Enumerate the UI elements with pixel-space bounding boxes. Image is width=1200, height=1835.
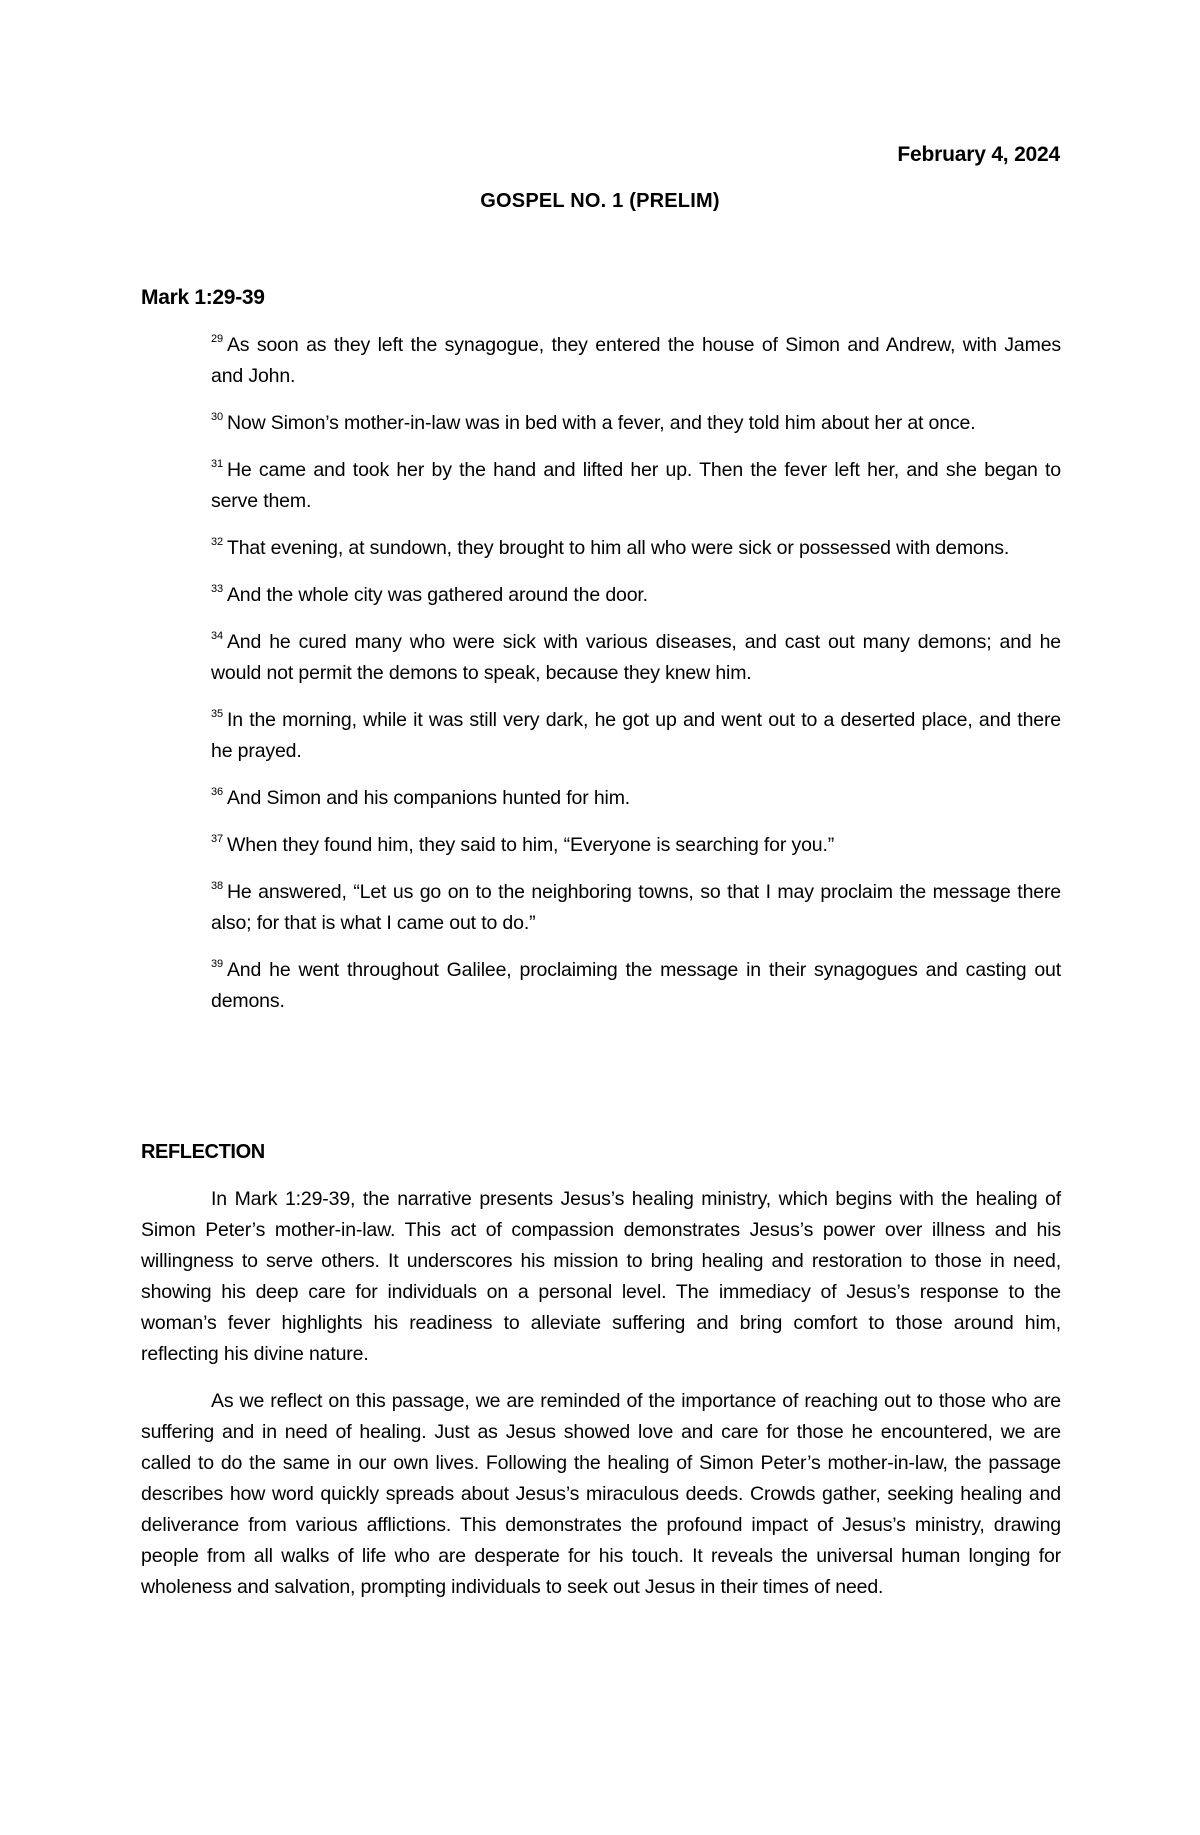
verse-number: 31 <box>211 458 223 470</box>
verse-list <box>211 330 1061 1033</box>
verse-text: That evening, at sundown, they brought to him all who were sick or possessed with demons. <box>226 537 1010 559</box>
verse-number: 35 <box>211 708 223 720</box>
verse-text: Now Simon’s mother-in-law was in bed with a fever, and they told him about her at once. <box>226 412 976 434</box>
verse-text: And the whole city was gathered around the door. <box>226 584 648 606</box>
verse-36 <box>211 783 1061 814</box>
verse-text: He answered, “Let us go on to the neighboring towns, so that I may proclaim the message there also; for that is what I came out to do.” <box>211 881 1061 934</box>
verse-30 <box>211 408 1061 439</box>
verse-39 <box>211 955 1061 1017</box>
verse-35 <box>211 705 1061 767</box>
document-date: February 4, 2024 <box>897 143 1060 166</box>
verse-number: 33 <box>211 583 223 595</box>
verse-29 <box>211 330 1061 392</box>
verse-number: 38 <box>211 880 223 892</box>
verse-text: And he cured many who were sick with various diseases, and cast out many demons; and he would not permit the demons to speak, because they knew him. <box>211 631 1061 684</box>
verse-number: 32 <box>211 536 223 548</box>
verse-32 <box>211 533 1061 564</box>
reflection-paragraph: In Mark 1:29-39, the narrative presents Jesus’s healing ministry, which begins with the healing of Simon Peter’s mother-in-law. This act of compassion demonstrates Jesus’s power over illness and his willingness to serve others. It underscores his mission to bring healing and restoration to those in need, showing his deep care for individuals on a personal level. The immediacy of Jesus’s response to the woman’s fever highlights his readiness to alleviate suffering and bring comfort to those around him, reflecting his divine nature. <box>141 1188 1061 1365</box>
reflection-body <box>141 1184 1061 1619</box>
verse-number: 36 <box>211 786 223 798</box>
reflection-heading: REFLECTION <box>141 1141 265 1163</box>
verse-text: He came and took her by the hand and lifted her up. Then the fever left her, and she began to serve them. <box>211 459 1061 512</box>
verse-31 <box>211 455 1061 517</box>
verse-text: And he went throughout Galilee, proclaiming the message in their synagogues and casting out demons. <box>211 959 1061 1012</box>
verse-text: In the morning, while it was still very dark, he got up and went out to a deserted place, and there he prayed. <box>211 709 1061 762</box>
verse-number: 37 <box>211 833 223 845</box>
document-title: GOSPEL NO. 1 (PRELIM) <box>480 190 720 212</box>
verse-text: And Simon and his companions hunted for him. <box>226 787 631 809</box>
reflection-paragraph: As we reflect on this passage, we are reminded of the importance of reaching out to those who are suffering and in need of healing. Just as Jesus showed love and care for those he encountered, we are called to do the same in our own lives. Following the healing of Simon Peter’s mother-in-law, the passage describes how word quickly spreads about Jesus’s miraculous deeds. Crowds gather, seeking healing and deliverance from various afflictions. This demonstrates the profound impact of Jesus’s ministry, drawing people from all walks of life who are desperate for his touch. It reveals the universal human longing for wholeness and salvation, prompting individuals to seek out Jesus in their times of need. <box>141 1390 1061 1598</box>
verse-34 <box>211 627 1061 689</box>
verse-37 <box>211 830 1061 861</box>
verse-number: 39 <box>211 958 223 970</box>
verse-text: As soon as they left the synagogue, they entered the house of Simon and Andrew, with James and John. <box>211 334 1061 387</box>
verse-number: 29 <box>211 333 223 345</box>
verse-number: 34 <box>211 630 223 642</box>
verse-text: When they found him, they said to him, “Everyone is searching for you.” <box>226 834 835 856</box>
verse-38 <box>211 877 1061 939</box>
verse-33 <box>211 580 1061 611</box>
passage-reference: Mark 1:29-39 <box>141 286 265 309</box>
verse-number: 30 <box>211 411 223 423</box>
